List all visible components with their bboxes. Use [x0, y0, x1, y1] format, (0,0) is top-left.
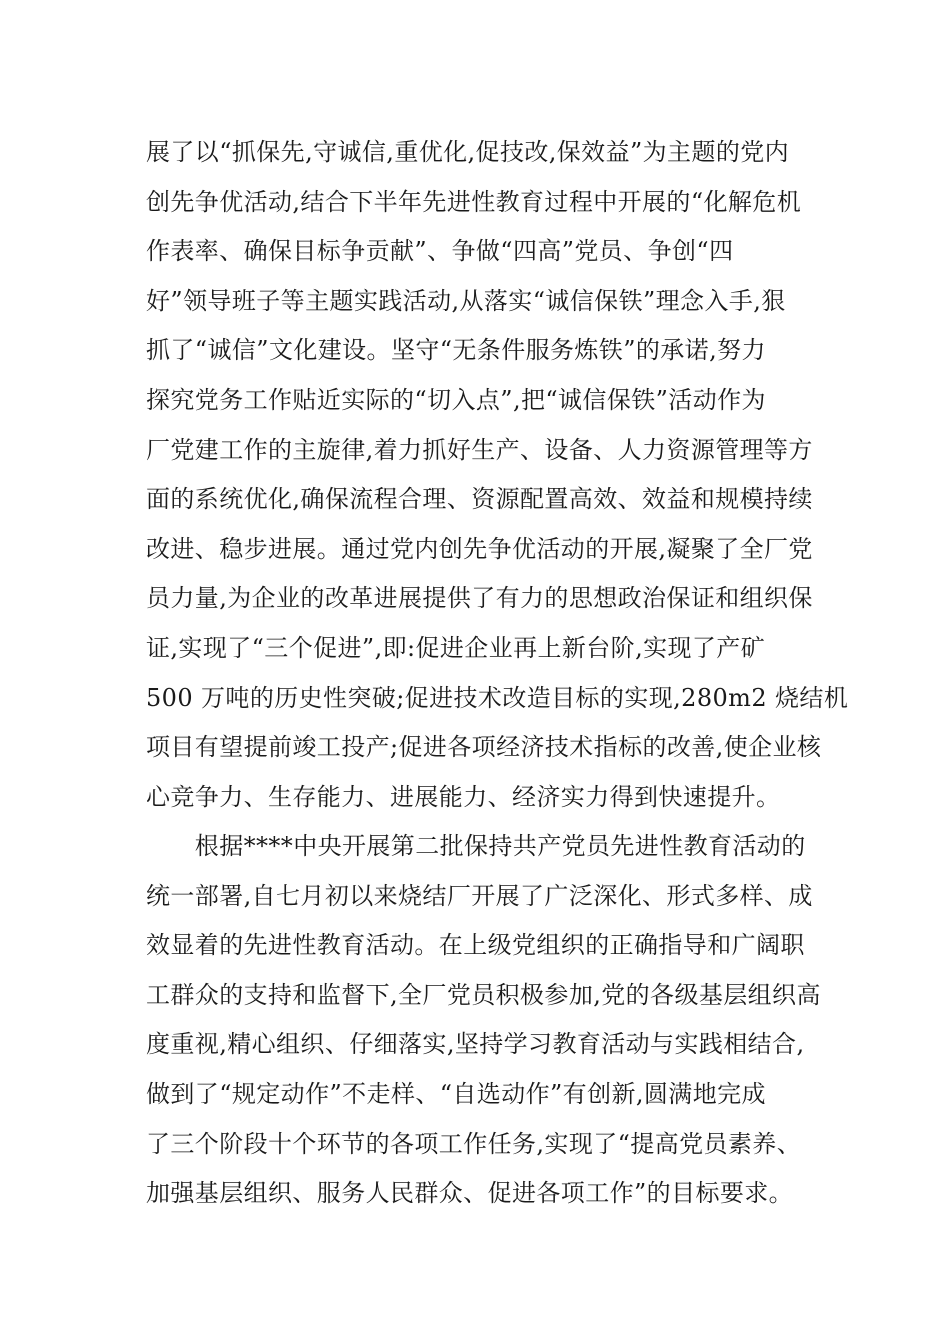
- paragraph-1: [146, 128, 849, 822]
- paragraph-line: 项目有望提前竣工投产;促进各项经济技术指标的改善,使企业核: [146, 733, 822, 762]
- paragraph-line: 好”领导班子等主题实践活动,从落实“诚信保铁”理念入手,狠: [146, 286, 786, 315]
- paragraph-line: 面的系统优化,确保流程合理、资源配置高效、效益和规模持续: [146, 485, 813, 514]
- paragraph-line: 度重视,精心组织、仔细落实,坚持学习教育活动与实践相结合,: [146, 1030, 805, 1059]
- paragraph-line: 创先争优活动,结合下半年先进性教育过程中开展的“化解危机: [146, 187, 802, 216]
- paragraph-line: 效显着的先进性教育活动。在上级党组织的正确指导和广阔职: [146, 931, 805, 960]
- paragraph-line: 心竞争力、生存能力、进展能力、经济实力得到快速提升。: [146, 782, 781, 811]
- paragraph-line: 作表率、确保目标争贡献”、争做“四高”党员、争创“四: [146, 237, 734, 266]
- paragraph-line: 根据****中央开展第二批保持共产党员先进性教育活动的: [146, 832, 806, 860]
- paragraph-line: 员力量,为企业的改革进展提供了有力的思想政治保证和组织保: [146, 584, 813, 613]
- paragraph-line: 统一部署,自七月初以来烧结厂开展了广泛深化、形式多样、成: [146, 881, 813, 910]
- paragraph-line: 抓了“诚信”文化建设。坚守“无条件服务炼铁”的承诺,努力: [146, 336, 766, 365]
- paragraph-2: [146, 822, 821, 1219]
- paragraph-line: 做到了“规定动作”不走样、“自选动作”有创新,圆满地完成: [146, 1079, 766, 1108]
- paragraph-line: 探究党务工作贴近实际的“切入点”,把“诚信保铁”活动作为: [146, 385, 766, 414]
- paragraph-line: 加强基层组织、服务人民群众、促进各项工作”的目标要求。: [146, 1179, 794, 1208]
- paragraph-line: 工群众的支持和监督下,全厂党员积极参加,党的各级基层组织高: [146, 980, 821, 1009]
- paragraph-line: 500 万吨的历史性突破;促进技术改造目标的实现,280m2 烧结机: [146, 683, 849, 712]
- paragraph-line: 证,实现了“三个促进”,即:促进企业再上新台阶,实现了产矿: [146, 633, 766, 662]
- paragraph-line: 厂党建工作的主旋律,着力抓好生产、设备、人力资源管理等方: [146, 435, 813, 464]
- paragraph-line: 展了以“抓保先,守诚信,重优化,促技改,保效益”为主题的党内: [146, 138, 790, 166]
- paragraph-line: 了三个阶段十个环节的各项工作任务,实现了“提高党员素养、: [146, 1129, 802, 1158]
- paragraph-line: 改进、稳步进展。通过党内创先争优活动的开展,凝聚了全厂党: [146, 534, 813, 563]
